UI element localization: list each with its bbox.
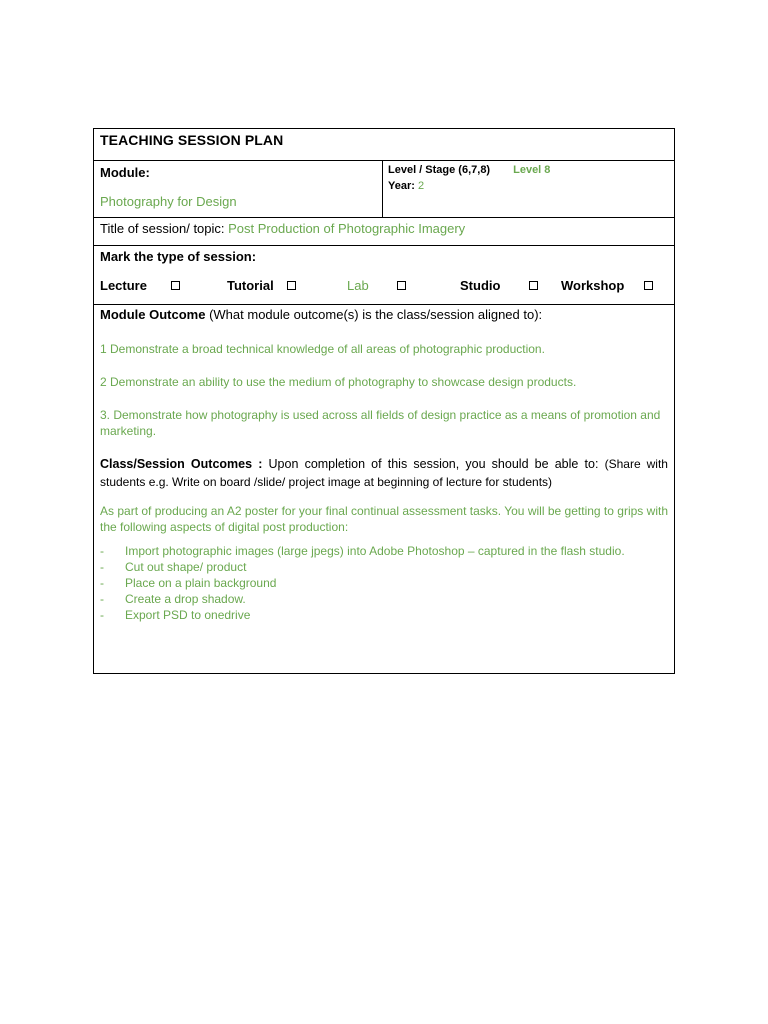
module-label: Module: bbox=[100, 165, 150, 180]
year-label: Year: bbox=[388, 180, 415, 192]
task-text: Export PSD to onedrive bbox=[125, 608, 251, 622]
option-lab-checkbox[interactable] bbox=[397, 281, 406, 290]
module-cell bbox=[94, 161, 383, 217]
level-cell bbox=[383, 161, 674, 217]
level-label: Level / Stage (6,7,8) bbox=[388, 164, 491, 176]
session-outcomes-heading bbox=[100, 455, 668, 491]
outcomes-row bbox=[94, 305, 674, 673]
topic-label: Title of session/ topic: bbox=[100, 221, 225, 236]
session-outcomes-label: Class/Session Outcomes : bbox=[100, 457, 263, 471]
page-title: TEACHING SESSION PLAN bbox=[100, 132, 284, 148]
session-outcomes-lead: Upon completion of this session, you should be able to: bbox=[268, 457, 599, 471]
option-workshop-checkbox[interactable] bbox=[644, 281, 653, 290]
module-row bbox=[94, 161, 674, 218]
level-value: Level 8 bbox=[513, 164, 551, 176]
module-outcome-item: 3. Demonstrate how photography is used across all fields of design practice as a means of promotion and marketing. bbox=[100, 408, 661, 438]
module-outcome-heading bbox=[100, 307, 668, 322]
session-type-options bbox=[100, 278, 668, 296]
title-row bbox=[94, 129, 674, 161]
task-text: Cut out shape/ product bbox=[125, 560, 247, 574]
task-list bbox=[100, 543, 668, 623]
option-lab-label: Lab bbox=[347, 278, 369, 293]
session-outcomes-note: (Share with students e.g. Write on board /slide/ project image at beginning of lecture for students) bbox=[100, 457, 668, 489]
list-item bbox=[100, 543, 668, 559]
list-item bbox=[100, 559, 668, 575]
module-outcome-question: (What module outcome(s) is the class/session aligned to): bbox=[209, 307, 543, 322]
bullet-dash: - bbox=[100, 560, 104, 574]
topic-row bbox=[94, 218, 674, 246]
list-item bbox=[100, 607, 668, 623]
module-outcome-item: 1 Demonstrate a broad technical knowledge of all areas of photographic production. bbox=[100, 342, 545, 356]
option-tutorial-label: Tutorial bbox=[227, 278, 274, 293]
option-studio-label: Studio bbox=[460, 278, 501, 293]
session-type-row bbox=[94, 246, 674, 305]
task-text: Place on a plain background bbox=[125, 576, 277, 590]
year-line bbox=[388, 180, 668, 192]
bullet-dash: - bbox=[100, 576, 104, 590]
list-item bbox=[100, 591, 668, 607]
task-text: Import photographic images (large jpegs) into Adobe Photoshop – captured in the flash studio. bbox=[125, 544, 625, 558]
task-text: Create a drop shadow. bbox=[125, 592, 246, 606]
option-workshop-label: Workshop bbox=[561, 278, 625, 293]
session-outcomes-intro: As part of producing an A2 poster for your final continual assessment tasks. You will be getting to grips with the following aspects of digital post production: bbox=[100, 504, 668, 534]
option-studio-checkbox[interactable] bbox=[529, 281, 538, 290]
module-name: Photography for Design bbox=[100, 194, 237, 209]
level-line bbox=[388, 164, 668, 176]
option-lecture-checkbox[interactable] bbox=[171, 281, 180, 290]
option-lecture-label: Lecture bbox=[100, 278, 147, 293]
bullet-dash: - bbox=[100, 592, 104, 606]
module-outcome-label: Module Outcome bbox=[100, 307, 206, 322]
topic-value: Post Production of Photographic Imagery bbox=[228, 221, 466, 236]
bullet-dash: - bbox=[100, 544, 104, 558]
list-item bbox=[100, 575, 668, 591]
option-tutorial-checkbox[interactable] bbox=[287, 281, 296, 290]
bullet-dash: - bbox=[100, 608, 104, 622]
year-value: 2 bbox=[417, 180, 425, 192]
session-plan-table bbox=[93, 128, 675, 674]
module-outcome-item: 2 Demonstrate an ability to use the medium of photography to showcase design products. bbox=[100, 375, 577, 389]
session-type-heading: Mark the type of session: bbox=[100, 249, 257, 264]
